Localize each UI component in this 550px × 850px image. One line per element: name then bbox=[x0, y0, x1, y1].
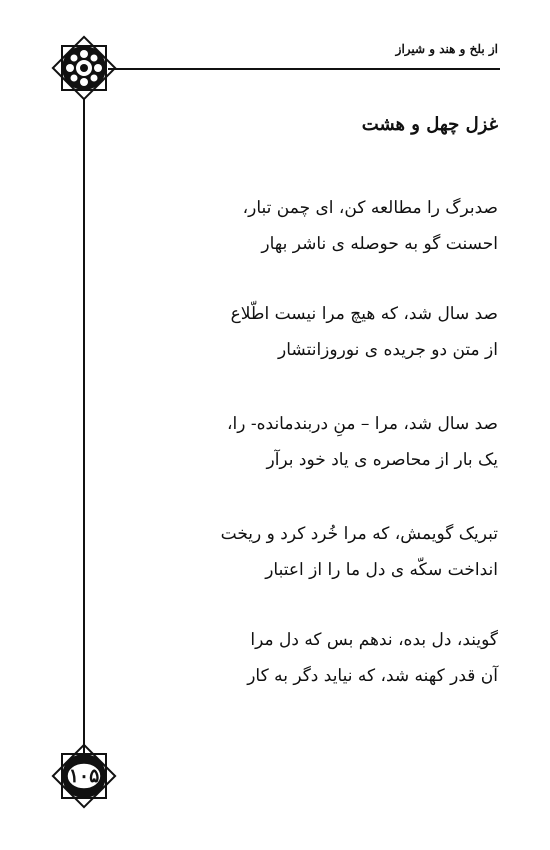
verse-line: انداخت سکّه ی دل ما را از اعتبار bbox=[265, 560, 498, 580]
verse-line: صدبرگ را مطالعه کن، ای چمن تبار، bbox=[242, 198, 498, 218]
verse-line: یک بار از محاصره ی یاد خود برآر bbox=[266, 450, 498, 470]
stanza bbox=[231, 296, 498, 368]
header-rule bbox=[108, 68, 500, 70]
verse-line: احسنت گو به حوصله ی ناشر بهار bbox=[261, 234, 498, 254]
verse-line: گویند، دل بده، ندهم بس که دل مرا bbox=[250, 630, 498, 650]
stanza bbox=[243, 190, 498, 262]
poem-title: غزل چهل و هشت bbox=[361, 114, 498, 135]
stanza bbox=[227, 406, 498, 478]
verse-line: صد سال شد، مرا – منِ دربندمانده- را، bbox=[227, 414, 498, 434]
running-header: از بلخ و هند و شیراز bbox=[395, 42, 498, 56]
verse-line: آن قدر کهنه شد، که نیاید دگر به کار bbox=[247, 666, 498, 686]
verse-line: صد سال شد، که هیچ مرا نیست اطّلاع bbox=[230, 304, 498, 324]
verse-line: تبریک گویمش، که مرا خُرد کرد و ریخت bbox=[220, 524, 498, 544]
verse-line: از متن دو جریده ی نوروزانتشار bbox=[278, 340, 498, 360]
floral-rosette-icon bbox=[48, 32, 120, 104]
page-number: ۱۰۵ bbox=[68, 765, 100, 787]
margin-rule bbox=[83, 98, 85, 758]
stanza bbox=[247, 622, 498, 694]
stanza bbox=[221, 516, 498, 588]
